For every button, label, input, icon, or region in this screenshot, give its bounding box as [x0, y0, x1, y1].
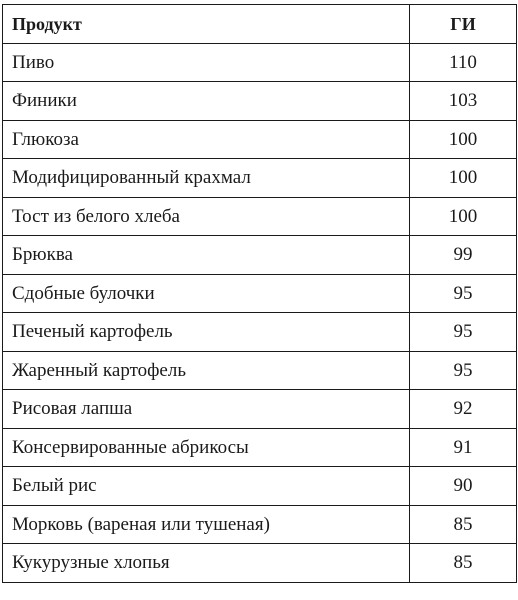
gi-value-cell: 99 — [410, 236, 517, 275]
product-name-cell: Тост из белого хлеба — [3, 197, 410, 236]
product-name-cell: Глюкоза — [3, 120, 410, 159]
product-name-cell: Рисовая лапша — [3, 390, 410, 429]
table-header-row — [3, 5, 517, 44]
table-row — [3, 274, 517, 313]
product-name-cell: Морковь (вареная или тушеная) — [3, 505, 410, 544]
gi-value-cell: 95 — [410, 313, 517, 352]
table-row — [3, 390, 517, 429]
product-name-cell: Брюква — [3, 236, 410, 275]
glycemic-index-table — [2, 4, 517, 583]
product-name-cell: Консервированные абрикосы — [3, 428, 410, 467]
gi-value-cell: 90 — [410, 467, 517, 506]
gi-value-cell: 91 — [410, 428, 517, 467]
column-header-gi: ГИ — [410, 5, 517, 44]
table-row — [3, 159, 517, 198]
table-row — [3, 197, 517, 236]
gi-value-cell: 100 — [410, 197, 517, 236]
gi-value-cell: 103 — [410, 82, 517, 121]
table-row — [3, 467, 517, 506]
product-name-cell: Белый рис — [3, 467, 410, 506]
gi-value-cell: 110 — [410, 43, 517, 82]
column-header-product: Продукт — [3, 5, 410, 44]
product-name-cell: Финики — [3, 82, 410, 121]
gi-value-cell: 100 — [410, 159, 517, 198]
table-row — [3, 351, 517, 390]
table-row — [3, 505, 517, 544]
table-row — [3, 43, 517, 82]
gi-value-cell: 85 — [410, 505, 517, 544]
table-row — [3, 82, 517, 121]
product-name-cell: Модифицированный крахмал — [3, 159, 410, 198]
gi-value-cell: 92 — [410, 390, 517, 429]
gi-value-cell: 95 — [410, 274, 517, 313]
gi-value-cell: 95 — [410, 351, 517, 390]
table-row — [3, 428, 517, 467]
product-name-cell: Печеный картофель — [3, 313, 410, 352]
gi-value-cell: 85 — [410, 544, 517, 583]
table-body — [3, 43, 517, 582]
product-name-cell: Сдобные булочки — [3, 274, 410, 313]
product-name-cell: Пиво — [3, 43, 410, 82]
table-row — [3, 236, 517, 275]
product-name-cell: Кукурузные хлопья — [3, 544, 410, 583]
table-row — [3, 313, 517, 352]
product-name-cell: Жаренный картофель — [3, 351, 410, 390]
table-row — [3, 120, 517, 159]
gi-value-cell: 100 — [410, 120, 517, 159]
table-row — [3, 544, 517, 583]
